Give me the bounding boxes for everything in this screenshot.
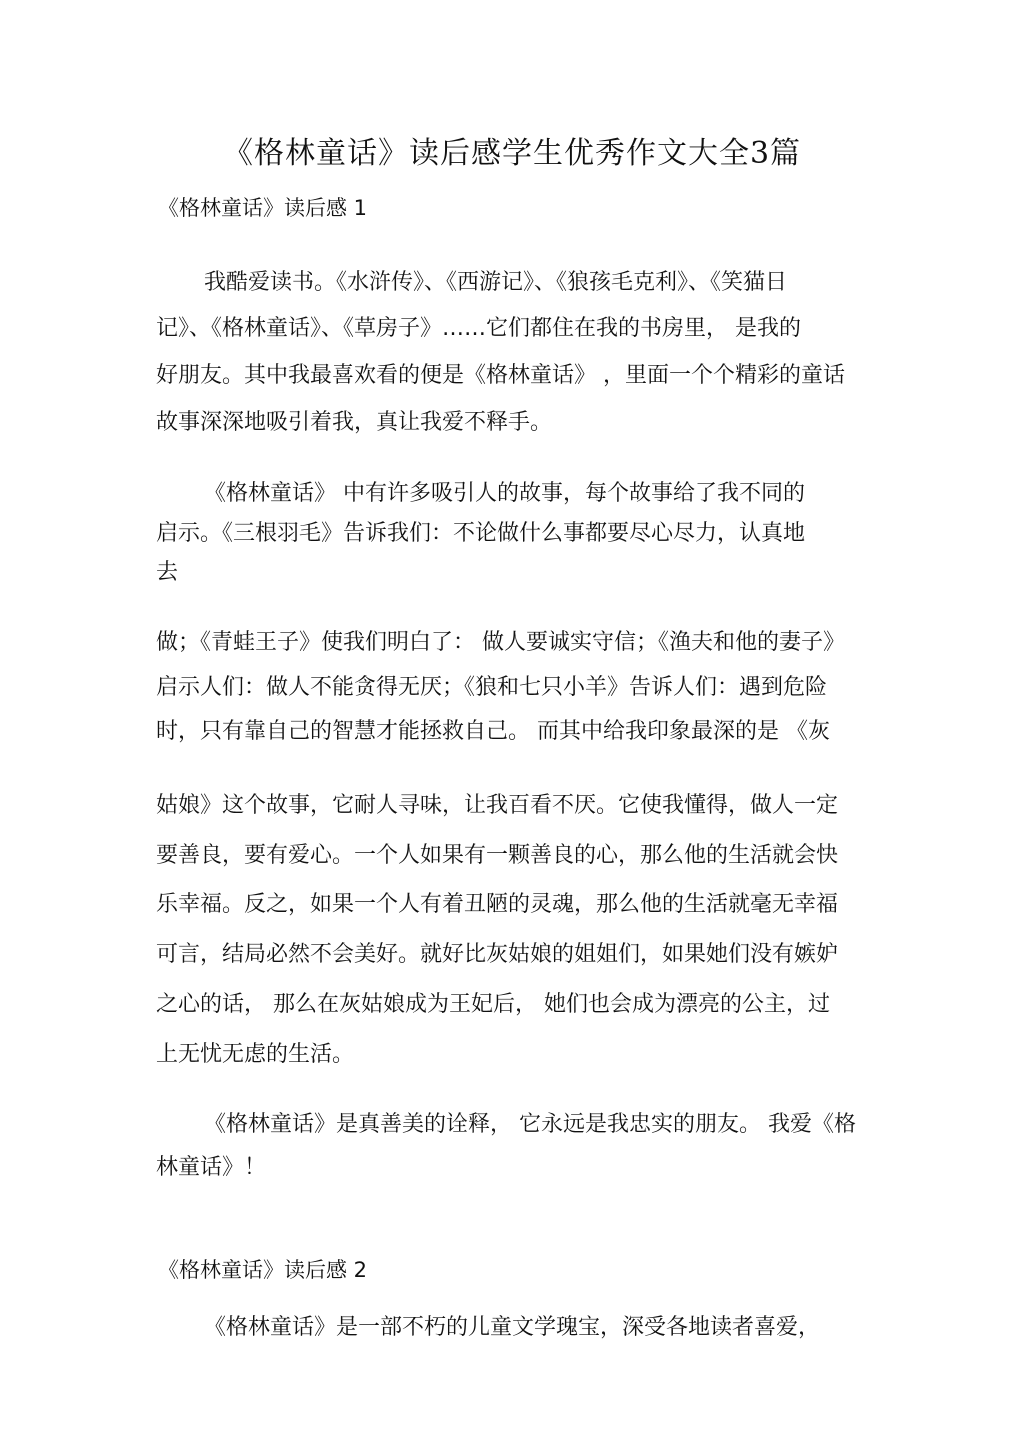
essay-1-line: 去 (156, 560, 179, 585)
essay-1-line: 可言，结局必然不会美好。就好比灰姑娘的姐姐们，如果她们没有嫉妒 (156, 942, 839, 967)
essay-1-line: 上无忧无虑的生活。 (156, 1042, 355, 1067)
essay-1-line: 记》、《格林童话》、《草房子》……它们都住在我的书房里， 是我的 (156, 316, 801, 341)
document-title: 《格林童话》读后感学生优秀作文大全3篇 (222, 136, 802, 171)
essay-1-line: 姑娘》这个故事，它耐人寻味，让我百看不厌。它使我懂得，做人一定 (156, 793, 839, 818)
essay-2-line: 《格林童话》是一部不朽的儿童文学瑰宝，深受各地读者喜爱， (204, 1315, 821, 1340)
essay-2-heading: 《格林童话》读后感 2 (158, 1258, 368, 1282)
essay-1-line: 我酷爱读书。《水浒传》、《西游记》、《狼孩毛克利》、《笑猫日 (204, 270, 788, 295)
essay-1-line: 时，只有靠自己的智慧才能拯救自己。 而其中给我印象最深的是 《灰 (156, 719, 830, 744)
essay-1-line: 启示人们：做人不能贪得无厌；《狼和七只小羊》告诉人们：遇到危险 (156, 675, 828, 700)
essay-1-line: 之心的话， 那么在灰姑娘成为王妃后， 她们也会成为漂亮的公主，过 (156, 992, 830, 1017)
essay-1-line: 故事深深地吸引着我，真让我爱不释手。 (156, 410, 553, 435)
essay-1-line: 《格林童话》是真善美的诠释， 它永远是我忠实的朋友。 我爱《格 (204, 1112, 856, 1137)
essay-1-line: 要善良，要有爱心。一个人如果有一颗善良的心，那么他的生活就会快 (156, 843, 839, 868)
essay-1-line: 启示。《三根羽毛》告诉我们：不论做什么事都要尽心尽力，认真地 (156, 521, 806, 546)
essay-1-line: 林童话》！ (156, 1155, 267, 1180)
essay-1-heading: 《格林童话》读后感 1 (158, 196, 368, 220)
essay-1-line: 《格林童话》 中有许多吸引人的故事，每个故事给了我不同的 (204, 481, 805, 506)
essay-1-line: 好朋友。其中我最喜欢看的便是《格林童话》 ，里面一个个精彩的童话 (156, 363, 845, 388)
essay-1-line: 乐幸福。反之，如果一个人有着丑陋的灵魂，那么他的生活就毫无幸福 (156, 892, 839, 917)
essay-1-line: 做；《青蛙王子》使我们明白了： 做人要诚实守信；《渔夫和他的妻子》 (156, 630, 845, 655)
